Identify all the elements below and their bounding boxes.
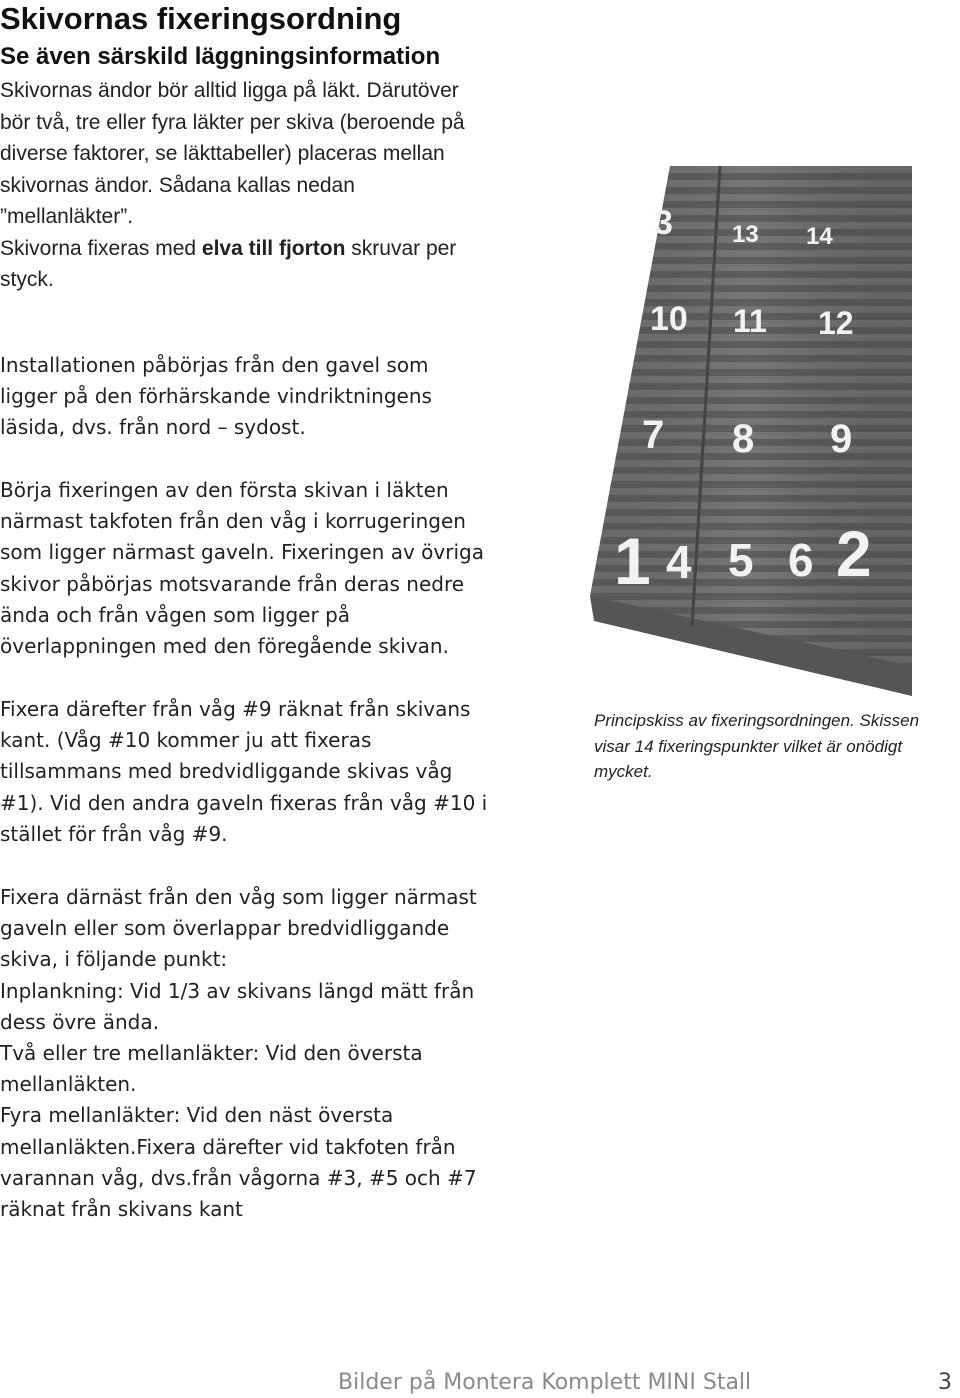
fixing-number-6: 6: [788, 534, 814, 586]
intro-paragraph: [0, 75, 465, 296]
fixing-number-10: 10: [650, 300, 688, 338]
page-title: Skivornas fixeringsordning: [0, 1, 402, 36]
next-line: dess övre ända.: [0, 1009, 159, 1034]
caption-line: Principskiss av fixeringsordningen. Skissen: [594, 711, 920, 730]
next-line: gaveln eller som överlappar bredvidliggande: [0, 916, 450, 941]
fixing-number-2: 2: [836, 518, 872, 590]
footer-text: Bilder på Montera Komplett MINI Stall: [338, 1370, 752, 1395]
fixing-number-8: 8: [732, 417, 755, 461]
caption-line: mycket.: [594, 762, 653, 781]
fixing-number-5: 5: [728, 534, 754, 586]
intro-line: Skivornas ändor bör alltid ligga på läkt. Därutöver: [0, 79, 459, 102]
next-line: skiva, i följande punkt:: [0, 947, 228, 972]
start-line: skivor påbörjas motsvarande från deras nedre: [0, 571, 465, 596]
wave9-line: stället för från våg #9.: [0, 821, 228, 846]
screws-text-end: skruvar per: [345, 236, 457, 260]
wave9-line: Fixera därefter från våg #9 räknat från skivans: [0, 697, 471, 721]
install-line: ligger på den förhärskande vindriktningens: [0, 384, 432, 409]
install-paragraph: [0, 350, 432, 444]
fixing-number-9: 9: [830, 417, 853, 461]
intro-line: diverse faktorer, se läkttabeller) placeras mellan: [0, 142, 445, 165]
intro-line: bör två, tre eller fyra läkter per skiva (beroende på: [0, 110, 465, 134]
start-line: Börja fixeringen av den första skivan i läkten: [0, 478, 449, 502]
screws-count: elva till fjorton: [201, 236, 346, 260]
page-number: 3: [938, 1370, 952, 1395]
wave9-line: kant. (Våg #10 kommer ju att fixeras: [0, 728, 372, 753]
fixing-number-11: 11: [733, 303, 767, 339]
screws-text: Skivorna fixeras med: [0, 236, 202, 260]
fixing-number-14: 14: [806, 223, 833, 250]
fixing-number-1: 1: [614, 524, 651, 598]
next-line: Fyra mellanläkter: Vid den näst översta: [0, 1103, 394, 1128]
start-line: överlappningen med den föregående skivan.: [0, 634, 449, 659]
next-line: Fixera därnäst från den våg som ligger närmast: [0, 885, 477, 909]
start-line: som ligger närmast gaveln. Fixeringen av övriga: [0, 540, 484, 565]
next-line: Två eller tre mellanläkter: Vid den översta: [0, 1041, 423, 1066]
screws-line: [0, 233, 465, 265]
next-line: mellanläkten.Fixera därefter vid takfoten från: [0, 1134, 456, 1159]
screws-line-end: styck.: [0, 268, 54, 291]
wave9-line: #1). Vid den andra gaveln fixeras från våg #10 i: [0, 790, 488, 815]
wave9-paragraph: [0, 694, 487, 850]
figure-caption: [594, 708, 919, 785]
fixing-number-3: 3: [654, 204, 673, 242]
install-line: Installationen påbörjas från den gavel som: [0, 353, 429, 377]
page-subtitle: Se även särskild läggningsinformation: [0, 43, 441, 70]
next-paragraph: [0, 882, 477, 1225]
fixing-number-13: 13: [732, 221, 759, 248]
next-line: räknat från skivans kant: [0, 1197, 243, 1222]
next-line: varannan våg, dvs.från vågorna #3, #5 och #7: [0, 1165, 477, 1190]
start-line: närmast takfoten från den våg i korrugeringen: [0, 509, 466, 534]
intro-line: ”mellanläkter”.: [0, 205, 134, 228]
caption-line: visar 14 fixeringspunkter vilket är onödigt: [594, 736, 903, 756]
corrugated-sheet-figure: [580, 166, 960, 700]
install-line: läsida, dvs. från nord – sydost.: [0, 415, 306, 440]
next-line: mellanläkten.: [0, 1072, 137, 1097]
intro-line: skivornas ändor. Sådana kallas nedan: [0, 173, 355, 197]
fixing-number-7: 7: [642, 413, 665, 457]
fixing-number-4: 4: [666, 536, 692, 588]
start-line: ända och från vågen som ligger på: [0, 602, 351, 627]
wave9-line: tillsammans med bredvidliggande skivas våg: [0, 759, 453, 784]
fixing-number-12: 12: [818, 305, 854, 341]
next-line: Inplankning: Vid 1/3 av skivans längd mätt från: [0, 978, 475, 1003]
start-paragraph: [0, 475, 484, 662]
